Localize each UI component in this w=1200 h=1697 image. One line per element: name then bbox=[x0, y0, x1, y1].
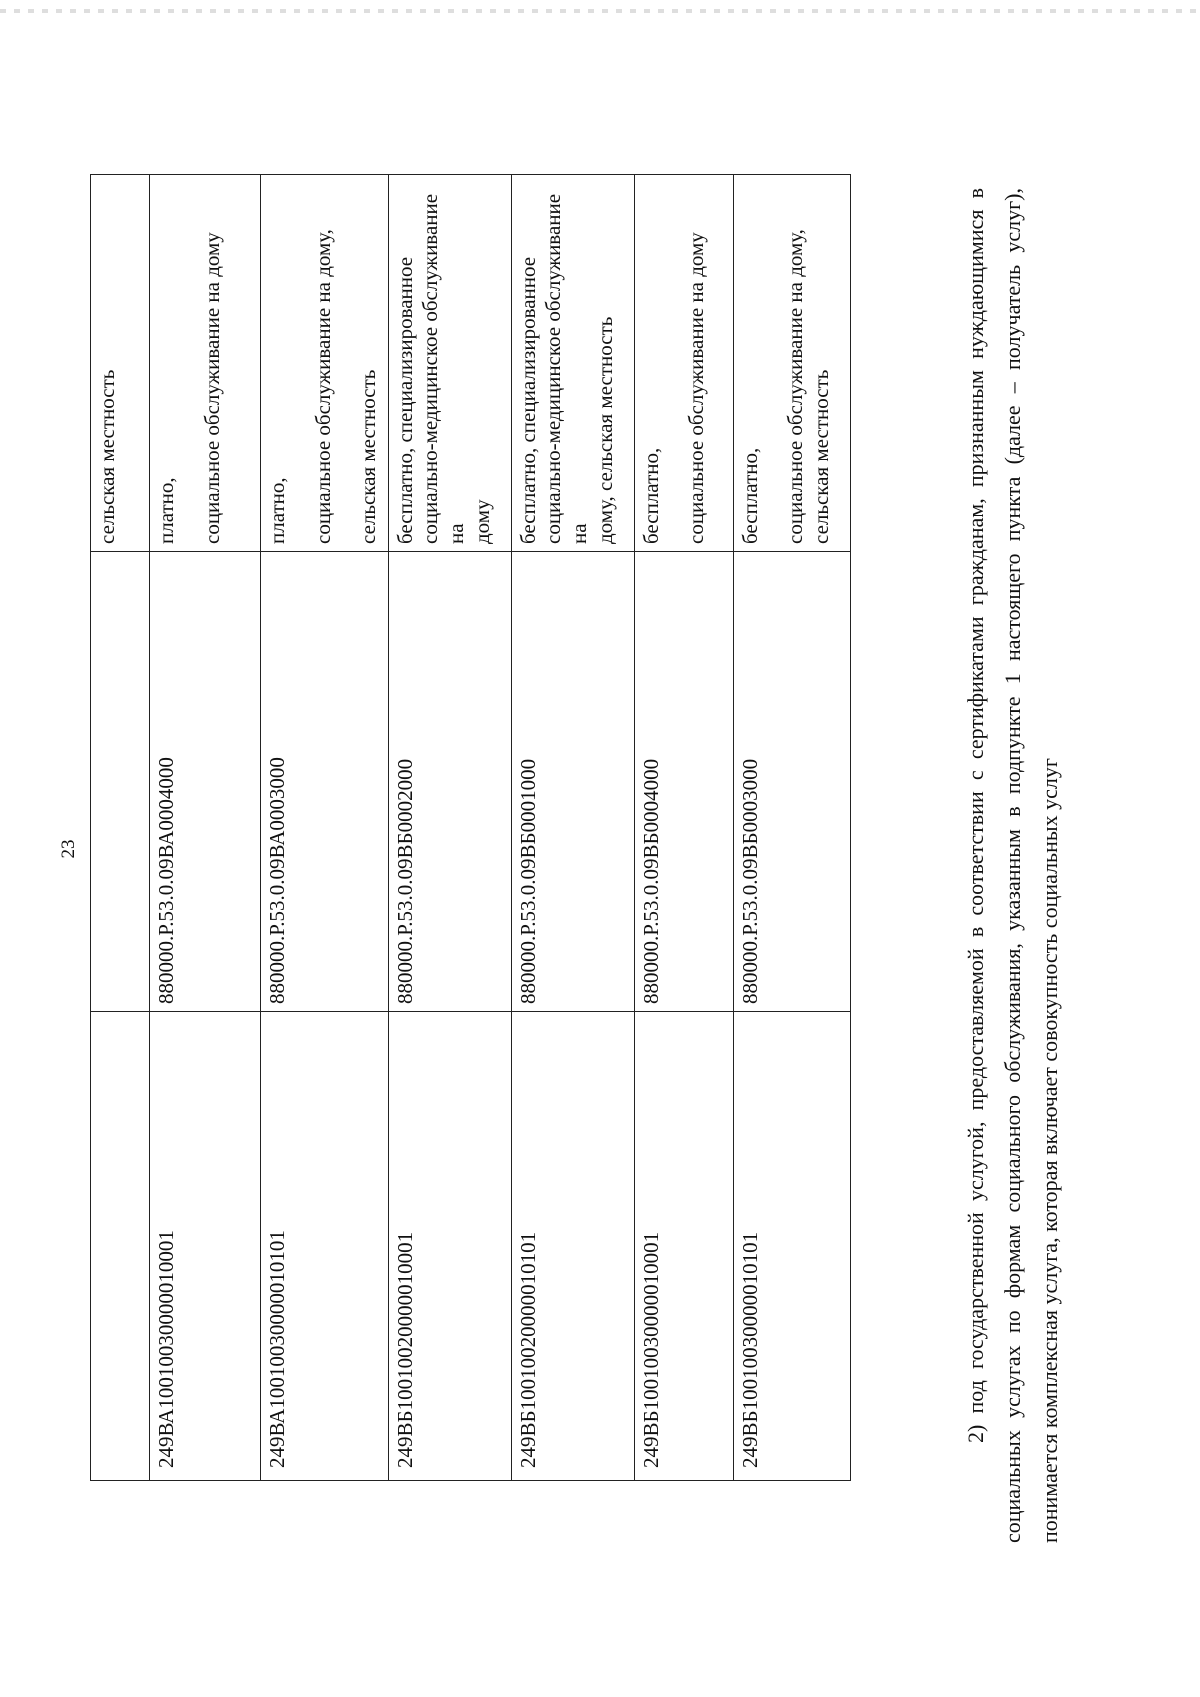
table-cell-registry: 880000.Р.53.0.09ВБ0002000 bbox=[388, 552, 511, 1012]
description-line: бесплатно, специализированное bbox=[515, 256, 540, 544]
description-line: бесплатно, специализированное bbox=[392, 256, 417, 544]
description-line: социальное обслуживание на дому bbox=[199, 232, 224, 544]
table-cell-registry: 880000.Р.53.0.09ВБ0001000 bbox=[511, 552, 634, 1012]
table-cell-description bbox=[91, 175, 150, 552]
table-row bbox=[91, 175, 150, 1481]
table-row bbox=[388, 175, 511, 1481]
table-row bbox=[150, 175, 261, 1481]
table-cell-registry: 880000.Р.53.0.09ВА0004000 bbox=[150, 552, 261, 1012]
table-cell-code bbox=[91, 1012, 150, 1481]
table-cell-code: 249ВА10010030000010001 bbox=[150, 1012, 261, 1481]
table-cell-registry: 880000.Р.53.0.09ВБ0004000 bbox=[634, 552, 733, 1012]
description-line: сельская местность bbox=[95, 369, 119, 544]
table-cell-description bbox=[388, 175, 511, 552]
table-row bbox=[511, 175, 634, 1481]
table-cell-description bbox=[261, 175, 389, 552]
description-line: социальное обслуживание на дому bbox=[684, 232, 709, 544]
table-cell-description bbox=[511, 175, 634, 552]
table-cell-registry: 880000.Р.53.0.09ВБ0003000 bbox=[733, 552, 850, 1012]
table-cell-registry: 880000.Р.53.0.09ВА0003000 bbox=[261, 552, 389, 1012]
table-cell-description bbox=[733, 175, 850, 552]
table-cell-description bbox=[634, 175, 733, 552]
description-line: социально-медицинское обслуживание на bbox=[418, 193, 469, 544]
table-cell-code: 249ВА10010030000010101 bbox=[261, 1012, 389, 1481]
page-number: 23 bbox=[58, 839, 79, 859]
body-paragraph: 2) под государственной услугой, предоставляемой в соответствии с сертификатами гражданам, признанным нуждающимися в социальных услугах по формам социального обслуживания, указанным в подпункте 1 настоящего пункта (далее – получатель услуг), понимается комплексная услуга, которая включает совокупность социальных услуг bbox=[963, 188, 1062, 1543]
table-cell-description bbox=[150, 175, 261, 552]
services-table bbox=[90, 174, 851, 1481]
table-row bbox=[634, 175, 733, 1481]
table-cell-code: 249ВБ10010020000010101 bbox=[511, 1012, 634, 1481]
description-line: социально-медицинское обслуживание на bbox=[541, 193, 592, 544]
description-line: бесплатно, bbox=[737, 447, 762, 544]
description-line: сельская местность bbox=[809, 369, 834, 544]
description-line: дому, сельская местность bbox=[592, 316, 617, 544]
table-row bbox=[733, 175, 850, 1481]
table-cell-code: 249ВБ10010020000010001 bbox=[388, 1012, 511, 1481]
table-cell-code: 249ВБ10010030000010001 bbox=[634, 1012, 733, 1481]
description-line: платно, bbox=[265, 477, 289, 544]
description-line: социальное обслуживание на дому, bbox=[783, 229, 808, 544]
table-row bbox=[261, 175, 389, 1481]
description-line: социальное обслуживание на дому, bbox=[310, 229, 335, 544]
description-line: платно, bbox=[154, 477, 178, 544]
scan-edge-artifact bbox=[0, 9, 1200, 13]
table-cell-registry bbox=[91, 552, 150, 1012]
description-line: бесплатно, bbox=[638, 447, 663, 544]
table-cell-code: 249ВБ10010030000010101 bbox=[733, 1012, 850, 1481]
description-line: сельская местность bbox=[356, 369, 381, 544]
description-line: дому bbox=[469, 499, 494, 544]
